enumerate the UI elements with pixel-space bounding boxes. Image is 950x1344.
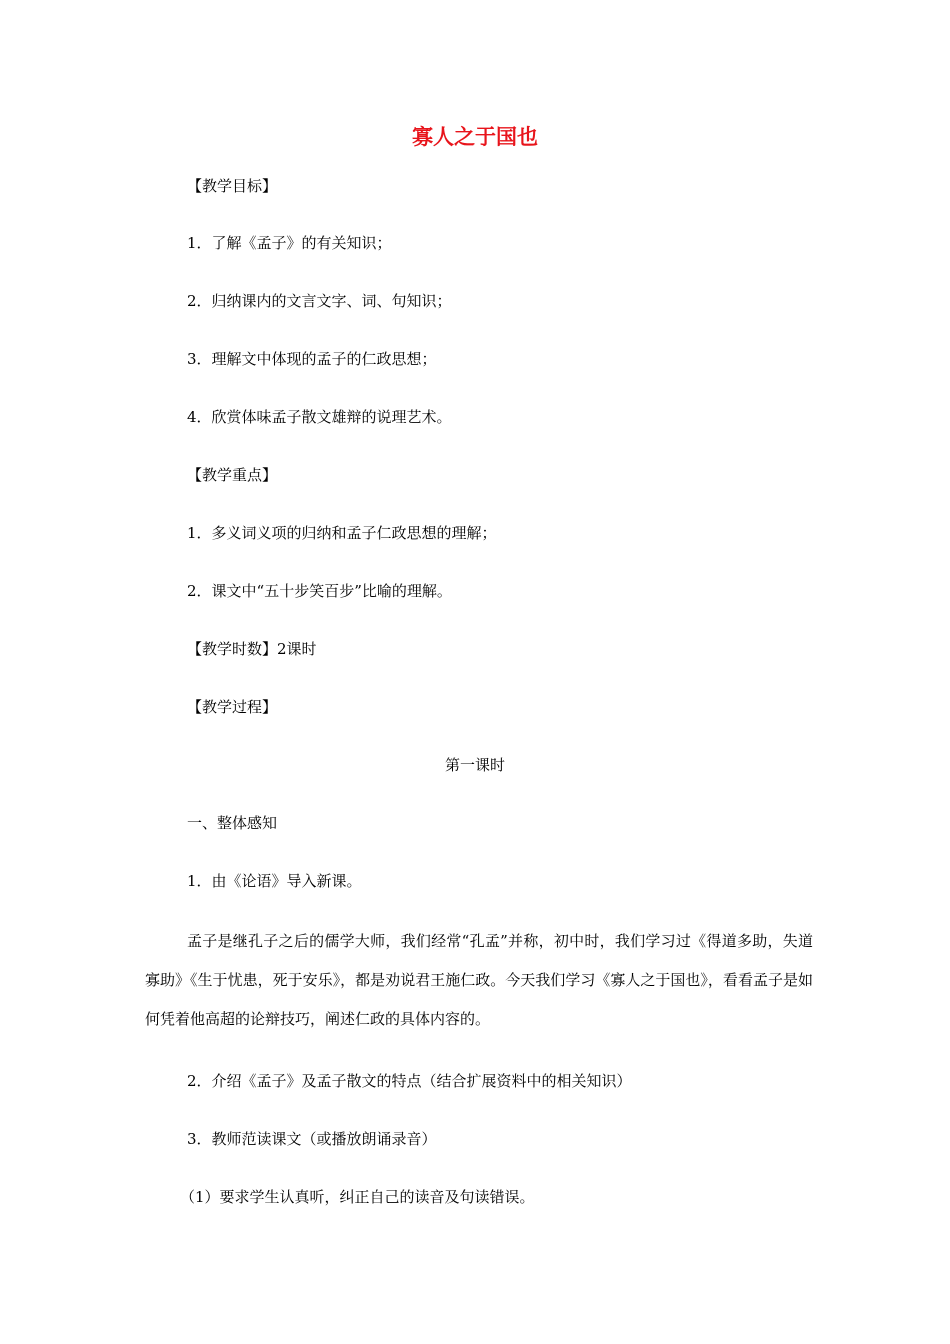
step-item: 3．教师范读课文（或播放朗诵录音） [187, 1130, 437, 1148]
focus-heading: 【教学重点】 [187, 466, 278, 484]
objective-item: 3．理解文中体现的孟子的仁政思想； [187, 350, 437, 368]
objective-item: 2．归纳课内的文言文字、词、句知识； [187, 292, 452, 310]
focus-item: 2．课文中“五十步笑百步”比喻的理解。 [187, 582, 452, 600]
lesson-title: 第一课时 [444, 756, 505, 774]
objective-item: 1．了解《孟子》的有关知识； [187, 234, 392, 252]
intro-paragraph: 孟子是继孔子之后的儒学大师，我们经常“孔孟”并称，初中时，我们学习过《得道多助，失道寡助》《生于忧患，死于安乐》，都是劝说君王施仁政。今天我们学习《寡人之于国也》，看看孟子是如何凭着他高超的论辩技巧，阐述仁政的具体内容的。 [145, 932, 813, 1028]
step-item: 1．由《论语》导入新课。 [187, 872, 362, 890]
sub-step-item: （1）要求学生认真听，纠正自己的读音及句读错误。 [180, 1188, 535, 1206]
step-item: 2．介绍《孟子》及孟子散文的特点（结合扩展资料中的相关知识） [187, 1072, 632, 1090]
hours-line: 【教学时数】2课时 [187, 640, 317, 658]
document-title: 寡人之于国也 [412, 125, 538, 149]
objectives-heading: 【教学目标】 [187, 177, 278, 195]
objective-item: 4．欣赏体味孟子散文雄辩的说理艺术。 [187, 408, 452, 426]
focus-item: 1．多义词义项的归纳和孟子仁政思想的理解； [187, 524, 497, 542]
section-heading: 一、整体感知 [187, 814, 278, 832]
process-heading: 【教学过程】 [187, 698, 278, 716]
